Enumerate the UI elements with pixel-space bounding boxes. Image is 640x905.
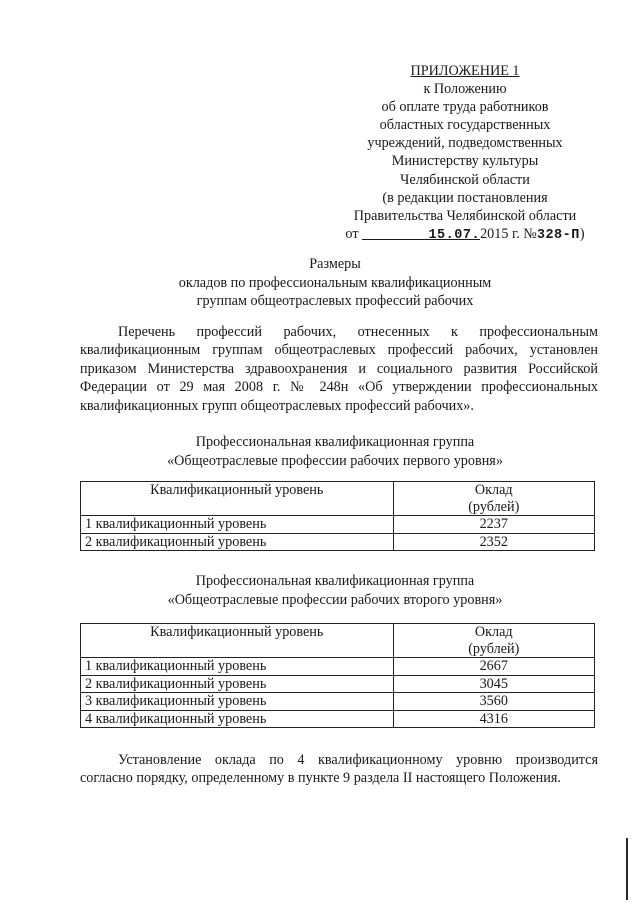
table-row — [81, 675, 595, 693]
table-row — [81, 516, 595, 534]
appendix-line: об оплате труда работников — [381, 99, 549, 116]
header-salary — [393, 482, 594, 516]
header-salary — [393, 624, 594, 658]
closing-paragraph — [80, 751, 598, 788]
salary-cell: 2352 — [393, 533, 594, 551]
heading-line: группам общеотраслевых профессий рабочих — [196, 293, 474, 309]
appendix-line: учреждений, подведомственных — [367, 135, 563, 152]
date-prefix: от — [345, 225, 359, 242]
date-year: 2015 г. № — [480, 225, 537, 242]
appendix-date-line — [335, 225, 595, 245]
header-salary-line1: Оклад — [474, 624, 513, 640]
group1-table — [80, 481, 595, 551]
salary-cell: 3560 — [393, 693, 594, 711]
group-subtitle: «Общеотраслевые профессии рабочих первого уровня» — [167, 452, 503, 469]
level-cell: 1 квалификационный уровень — [81, 658, 394, 676]
header-salary-line2: (рублей) — [468, 640, 520, 657]
salary-cell: 3045 — [393, 675, 594, 693]
paragraph-line: Перечень профессий рабочих, отнесенных к профессиональным — [118, 324, 598, 340]
group-subtitle: «Общеотраслевые профессии рабочих второго уровня» — [167, 591, 503, 608]
heading-line: окладов по профессиональным квалификационным — [178, 274, 492, 291]
group-title: Профессиональная квалификационная группа — [195, 573, 475, 589]
group1-heading — [80, 433, 590, 470]
group2-table — [80, 623, 595, 728]
appendix-line: Правительства Челябинской области — [353, 207, 577, 224]
paragraph-line: Установление оклада по 4 квалификационному уровню производится — [118, 752, 598, 768]
table-header-row — [81, 624, 595, 658]
header-level: Квалификационный уровень — [81, 624, 394, 658]
date-close: ) — [579, 225, 585, 242]
appendix-title: ПРИЛОЖЕНИЕ 1 — [410, 63, 520, 79]
group-title: Профессиональная квалификационная группа — [195, 434, 475, 450]
level-cell: 1 квалификационный уровень — [81, 516, 394, 534]
level-cell: 2 квалификационный уровень — [81, 533, 394, 551]
group2-heading — [80, 572, 590, 609]
paragraph-line: квалификационных групп общеотраслевых профессий рабочих». — [80, 397, 474, 414]
appendix-block — [335, 62, 595, 245]
date-day-month: 15.07. — [428, 227, 481, 243]
appendix-line: (в редакции постановления — [382, 189, 548, 206]
table-row — [81, 710, 595, 728]
paragraph-line: квалификационным группам общеотраслевых профессий рабочих, установлен — [80, 342, 598, 359]
salary-cell: 2237 — [393, 516, 594, 534]
level-cell: 2 квалификационный уровень — [81, 675, 394, 693]
intro-paragraph — [80, 323, 598, 415]
header-salary-line2: (рублей) — [468, 498, 520, 515]
header-level: Квалификационный уровень — [81, 482, 394, 516]
paragraph-line: приказом Министерства здравоохранения и социального развития Российской — [80, 360, 598, 377]
level-cell: 4 квалификационный уровень — [81, 710, 394, 728]
table-row — [81, 658, 595, 676]
date-day-month-field — [362, 225, 481, 243]
table-row — [81, 693, 595, 711]
salary-cell: 4316 — [393, 710, 594, 728]
table-header-row — [81, 482, 595, 516]
appendix-line: областных государственных — [379, 117, 551, 134]
level-cell: 3 квалификационный уровень — [81, 693, 394, 711]
appendix-line: Челябинской области — [400, 171, 530, 188]
appendix-line: к Положению — [423, 81, 507, 98]
header-salary-line1: Оклад — [474, 482, 513, 498]
document-heading — [80, 255, 590, 311]
heading-line: Размеры — [309, 256, 361, 272]
paragraph-line: согласно порядку, определенному в пункте 9 раздела II настоящего Положения. — [80, 770, 561, 787]
scan-edge-mark — [626, 838, 628, 900]
salary-cell: 2667 — [393, 658, 594, 676]
paragraph-line: Федерации от 29 мая 2008 г. № 248н «Об утверждении профессиональных — [80, 379, 598, 396]
decree-number: 328-П — [536, 227, 580, 243]
table-row — [81, 533, 595, 551]
appendix-line: Министерству культуры — [391, 153, 539, 170]
